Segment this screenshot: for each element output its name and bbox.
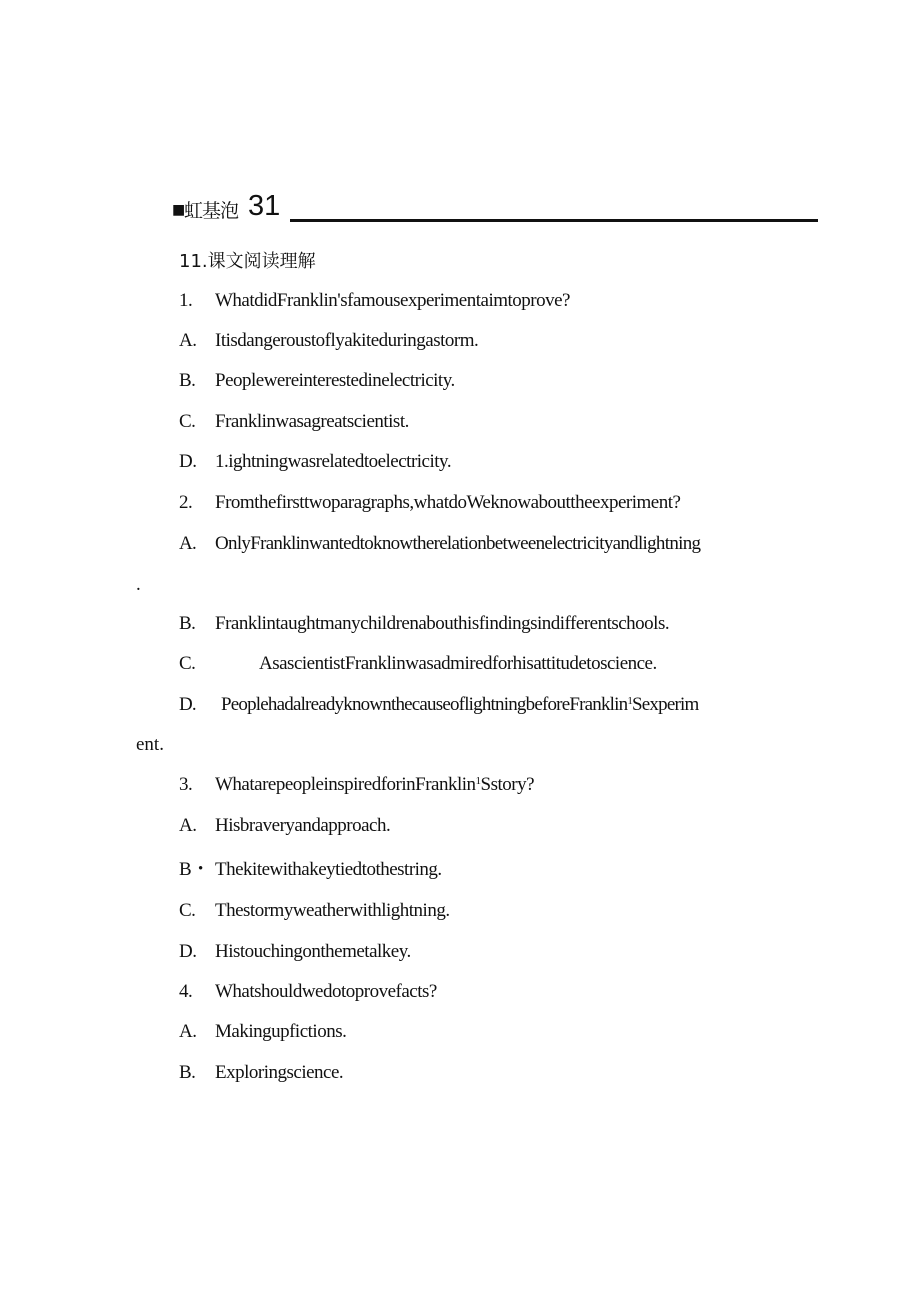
- option-label: D.: [179, 694, 196, 715]
- question-text: Whatshouldwedotoprovefacts?: [215, 981, 437, 1002]
- header-mark: ■: [172, 202, 186, 218]
- option-text: Histouchingonthemetalkey.: [215, 941, 411, 962]
- superscript-mark: 1: [627, 695, 633, 707]
- question-2: [179, 492, 680, 514]
- option-text: Exploringscience.: [215, 1062, 344, 1083]
- question-number: 1.: [179, 290, 193, 311]
- option-label: D.: [179, 451, 197, 472]
- option-text-tail: Sexperim: [632, 694, 699, 715]
- option-2d-continuation: ent.: [136, 734, 164, 755]
- question-number: 2.: [179, 492, 193, 513]
- option-text: Hisbraveryandapproach.: [215, 815, 391, 836]
- header-rule: [290, 219, 818, 222]
- option-3d: [179, 941, 411, 963]
- section-title: 11.课文阅读理解: [179, 251, 316, 272]
- header-title: 虹基泡: [184, 200, 239, 222]
- option-1b: [179, 370, 455, 392]
- option-3b: [179, 854, 442, 881]
- option-label: B・: [179, 859, 210, 880]
- question-text-tail: Sstory?: [480, 774, 535, 795]
- question-4: [179, 981, 437, 1003]
- option-text: 1.ightningwasrelatedtoelectricity.: [215, 451, 452, 472]
- question-3: [179, 774, 534, 796]
- option-1d: [179, 451, 451, 473]
- question-text: WhatdidFranklin'sfamousexperimentaimtoprove?: [215, 290, 570, 311]
- option-3a: [179, 815, 390, 837]
- option-text: OnlyFranklinwantedtoknowtherelationbetweenelectricityandlightning: [215, 533, 701, 554]
- option-text: PeoplehadalreadyknownthecauseoflightningbeforeFranklin: [221, 694, 628, 715]
- option-label: B.: [179, 613, 196, 634]
- option-label: C.: [179, 653, 196, 674]
- question-number: 3.: [179, 774, 193, 795]
- option-label: A.: [179, 533, 197, 554]
- option-text: Thekitewithakeytiedtothestring.: [215, 859, 442, 880]
- question-text: WhatarepeopleinspiredforinFranklin: [215, 774, 476, 795]
- option-label: A.: [179, 1021, 197, 1042]
- option-1a: [179, 330, 478, 352]
- option-text: Peoplewereinterestedinelectricity.: [215, 370, 455, 391]
- option-text: Itisdangeroustoflyakiteduringastorm.: [215, 330, 479, 351]
- question-text: Fromthefirsttwoparagraphs,whatdoWeknowabouttheexperiment?: [215, 492, 681, 513]
- option-2b: [179, 613, 669, 635]
- option-1c: [179, 411, 409, 433]
- question-1: [179, 290, 570, 312]
- option-label: A.: [179, 815, 197, 836]
- option-text: Franklintaughtmanychildrenabouthisfindingsindifferentschools.: [215, 613, 670, 634]
- option-text: AsascientistFranklinwasadmiredforhisattitudetoscience.: [259, 653, 657, 674]
- page-header: [172, 190, 820, 226]
- option-2a: [179, 533, 700, 555]
- option-2c: [179, 653, 657, 675]
- option-label: B.: [179, 370, 196, 391]
- option-label: C.: [179, 900, 196, 921]
- option-label: A.: [179, 330, 197, 351]
- option-3c: [179, 900, 450, 922]
- option-label: C.: [179, 411, 196, 432]
- option-label: D.: [179, 941, 197, 962]
- option-text: Thestormyweatherwithlightning.: [215, 900, 450, 921]
- option-2d: [179, 694, 698, 716]
- question-number: 4.: [179, 981, 193, 1002]
- superscript-mark: 1: [475, 775, 481, 787]
- option-text: Makingupfictions.: [215, 1021, 347, 1042]
- option-4b: [179, 1062, 343, 1084]
- option-label: B.: [179, 1062, 196, 1083]
- header-number: 31: [248, 190, 281, 222]
- option-text: Franklinwasagreatscientist.: [215, 411, 409, 432]
- option-2a-continuation: .: [136, 574, 141, 595]
- option-4a: [179, 1021, 346, 1043]
